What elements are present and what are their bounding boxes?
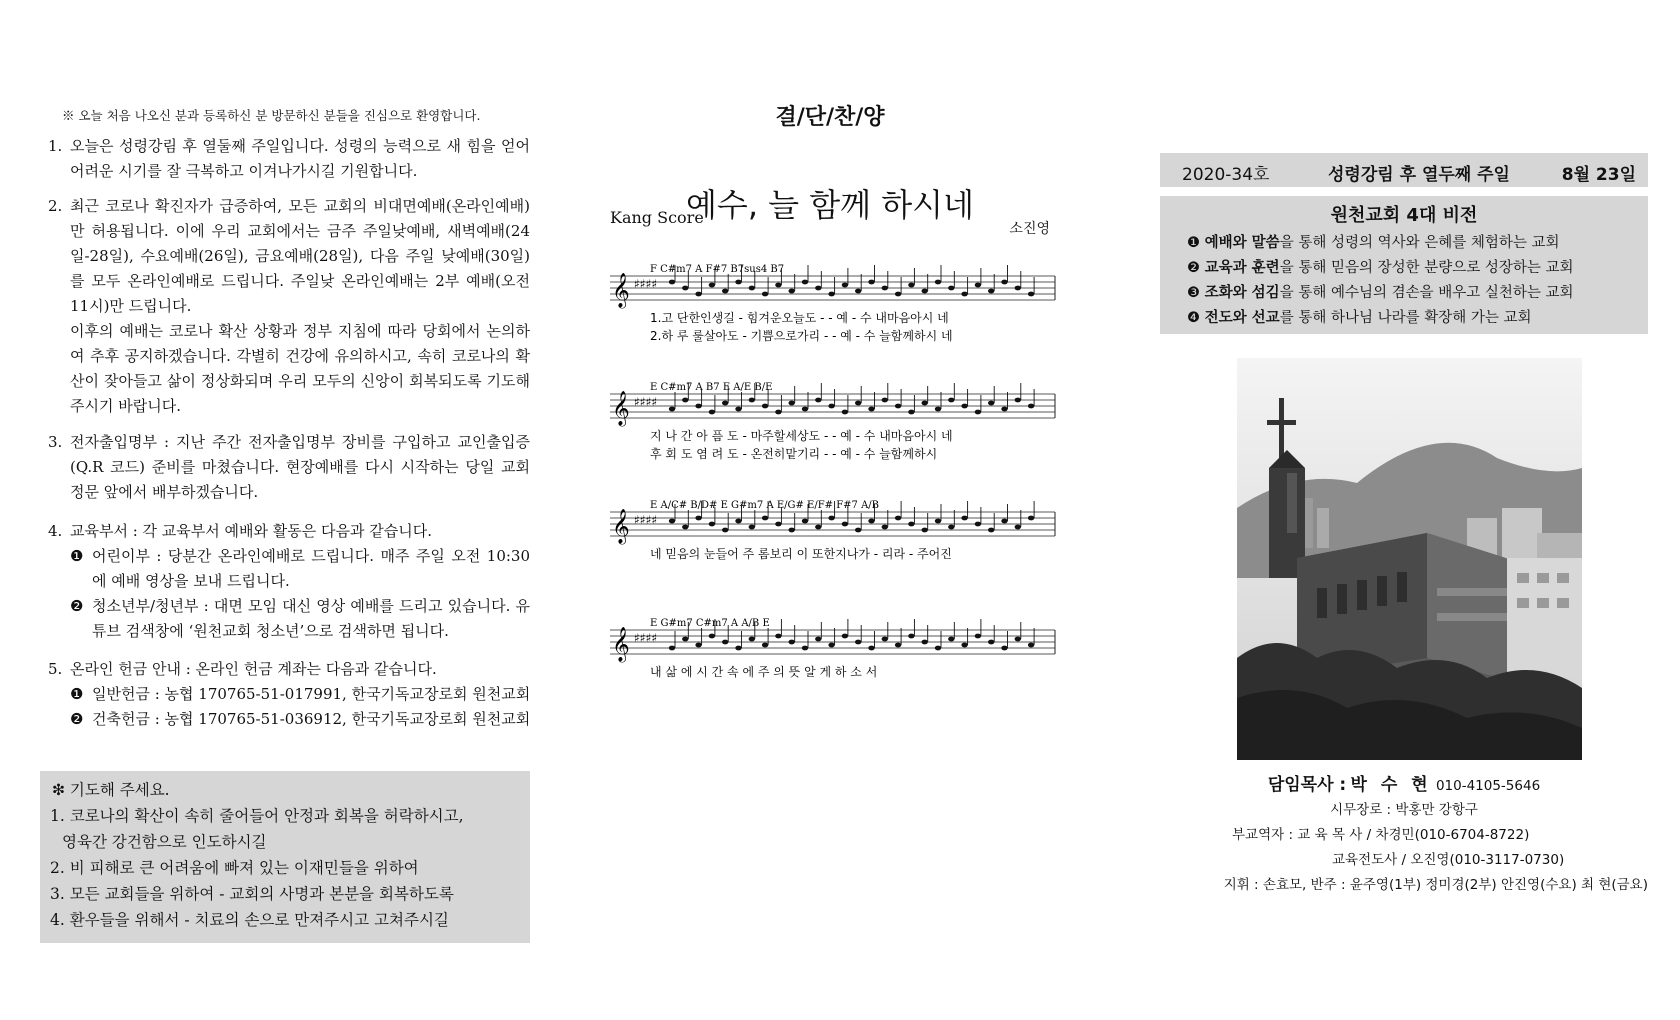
note: [975, 410, 981, 415]
vision-heading: 원천교회 4대 비전: [1330, 205, 1478, 226]
note: [1015, 525, 1021, 530]
notice-5: [40, 657, 530, 732]
note: [868, 519, 874, 524]
lyric-line: 2.하 루 룰살아도 - 기쁨으로가리 - - 예 - 수 늘함께하시 네: [650, 329, 953, 343]
associate-line-2: 교육전도사 / 오진영(010-3117-0730): [1332, 852, 1565, 868]
prayer-heading: ❇ 기도해 주세요.: [52, 781, 170, 799]
note: [828, 516, 834, 521]
lyric-line: 네 믿음의 눈들어 주 롬보리 이 또한지나가 - 리라 - 주어진: [650, 547, 952, 561]
notice-text: 전자출입명부 : 지난 주간 전자출입명부 장비를 구입하고 교인출입증(Q.R 코드) 준비를 마쳤습니다. 현장예배를 다시 시작하는 당일 교회 정문 앞에서 배부하겠습니다.: [70, 433, 530, 501]
note: [682, 398, 688, 403]
note: [735, 280, 741, 285]
note: [1028, 643, 1034, 648]
note: [762, 292, 768, 297]
circle-number-2-icon: ❷: [70, 597, 84, 615]
note: [842, 522, 848, 527]
associate-line-1: 부교역자 : 교 육 목 사 / 차경민(010-6704-8722): [1232, 827, 1530, 843]
note: [935, 280, 941, 285]
note: [988, 289, 994, 294]
pastor-phone: 010-4105-5646: [1435, 778, 1541, 794]
note: [948, 286, 954, 291]
lyric-line: 내 삶 에 시 간 속 에 주 의 뜻 알 게 하 소 서: [650, 665, 878, 679]
prayer-item: 4. 환우들을 위해서 - 치료의 손으로 만져주시고 고쳐주시길: [50, 911, 449, 929]
note: [775, 410, 781, 415]
note: [842, 283, 848, 288]
choir-heading: 결/단/찬/양: [775, 105, 885, 130]
notice-sub-item: ❷ 건축헌금 : 농협 170765-51-036912, 한국기독교장로회 원천교회: [70, 707, 530, 732]
composer: 소진영: [1009, 221, 1050, 237]
note: [1015, 286, 1021, 291]
note: [895, 516, 901, 521]
note: [1028, 404, 1034, 409]
note: [908, 283, 914, 288]
circle-number-1-icon: ❶: [1187, 235, 1200, 251]
note: [749, 637, 755, 642]
notice-number: 1.: [48, 137, 63, 155]
key-signature: ♯♯♯♯: [634, 395, 658, 409]
notice-text: 이후의 예배는 코로나 확산 상황과 정부 지침에 따라 당회에서 논의하여 추후 공지하겠습니다. 각별히 건강에 유의하시고, 속히 코로나의 확산이 잦아들고 삶이 정상화되며 우리 모두의 신앙이 회복되도록 기도해 주시기 바랍니다.: [70, 322, 530, 415]
prayer-item: 영육간 강건함으로 인도하시길: [62, 833, 267, 851]
pastor-name: 박 수 현: [1350, 775, 1432, 795]
chord-symbols: E A/C# B/D# E G#m7 A E/G# E/F# F#7 A/B: [650, 500, 880, 511]
circle-number-2-icon: ❷: [70, 710, 84, 728]
note: [682, 525, 688, 530]
notice-1: [40, 134, 530, 184]
lyric-line: 지 나 간 아 픔 도 - 마주할세상도 - - 예 - 수 내마음아시 네: [650, 429, 953, 443]
notice-sub-item: ❶ 일반헌금 : 농협 170765-51-017991, 한국기독교장로회 원천교회: [70, 682, 530, 707]
notice-sub-item: ❷ 청소년부/청년부 : 대면 모임 대신 영상 예배를 드리고 있습니다. 유튜브 검색창에 ‘원천교회 청소년’으로 검색하면 됩니다.: [70, 594, 530, 644]
sheet-music: [610, 258, 1060, 728]
note: [895, 292, 901, 297]
note: [855, 640, 861, 645]
prayer-box: [40, 771, 530, 943]
note: [789, 401, 795, 406]
circle-number-1-icon: ❶: [70, 547, 84, 565]
note: [722, 640, 728, 645]
note: [669, 519, 675, 524]
note: [1001, 407, 1007, 412]
note: [828, 292, 834, 297]
vision-item: ❹ 전도와 선교를 통해 하나님 나라를 확장해 가는 교회: [1187, 310, 1532, 326]
note: [749, 525, 755, 530]
note: [948, 637, 954, 642]
note: [975, 522, 981, 527]
vision-box: [1160, 196, 1648, 334]
notice-text: 오늘은 성령강림 후 열둘째 주일입니다. 성령의 능력으로 새 힘을 얻어 어려운 시기를 잘 극복하고 이겨나가시길 기원합니다.: [70, 137, 530, 180]
note: [908, 410, 914, 415]
note: [961, 292, 967, 297]
note: [908, 634, 914, 639]
note: [695, 516, 701, 521]
note: [669, 646, 675, 651]
note: [762, 404, 768, 409]
note: [682, 286, 688, 291]
note: [815, 525, 821, 530]
liturgical-sunday: 성령강림 후 열두째 주일: [1328, 165, 1510, 185]
note: [868, 280, 874, 285]
note: [935, 407, 941, 412]
circle-number-2-icon: ❷: [1187, 260, 1200, 276]
song-title: 예수, 늘 함께 하시네: [686, 186, 974, 224]
note: [695, 404, 701, 409]
note: [895, 643, 901, 648]
notice-number: 5.: [48, 660, 63, 678]
note: [762, 516, 768, 521]
issue-bar: [1160, 153, 1648, 187]
note: [1015, 398, 1021, 403]
treble-clef-icon: 𝄞: [612, 391, 630, 426]
notice-text: 최근 코로나 확진자가 급증하여, 모든 교회의 비대면예배(온라인예배)만 허용됩니다. 이에 우리 교회에서는 금주 주일낮예배, 새벽예배(24일-28일), 수요예배(26일), 금요예배(28일), 다음 주일 낮예배(30일)를 모두 온라인예배로 드립니다. 주일낮 온라인예배는 2부 예배(오전 11시)만 드립니다.: [70, 197, 530, 315]
notice-number: 2.: [48, 197, 63, 215]
note: [802, 646, 808, 651]
treble-clef-icon: 𝄞: [612, 273, 630, 308]
note: [922, 528, 928, 533]
note: [682, 637, 688, 642]
note: [789, 289, 795, 294]
circle-number-4-icon: ❹: [1187, 310, 1200, 326]
note: [935, 646, 941, 651]
vision-item: ❷ 교육과 훈련을 통해 믿음의 장성한 분량으로 성장하는 교회: [1187, 260, 1574, 276]
note: [709, 634, 715, 639]
note: [895, 404, 901, 409]
note: [735, 407, 741, 412]
note: [762, 643, 768, 648]
note: [775, 283, 781, 288]
note: [735, 519, 741, 524]
prayer-item: 1. 코로나의 확산이 속히 줄어들어 안정과 회복을 허락하시고,: [50, 807, 464, 825]
vision-item: ❶ 예배와 말씀을 통해 성령의 역사와 은혜를 체험하는 교회: [1187, 235, 1560, 251]
note: [1001, 519, 1007, 524]
prayer-item: 2. 비 피해로 큰 어려움에 빠져 있는 이재민들을 위하여: [50, 859, 419, 877]
note: [948, 525, 954, 530]
note: [802, 280, 808, 285]
note: [775, 522, 781, 527]
notice-2: [40, 194, 530, 419]
note: [855, 289, 861, 294]
circle-number-3-icon: ❸: [1187, 285, 1200, 301]
chord-symbols: F C#m7 A F#7 B7sus4 B7: [650, 264, 785, 275]
notice-number: 3.: [48, 433, 63, 451]
note: [815, 286, 821, 291]
score-label: Kang Score: [610, 208, 704, 227]
note: [882, 637, 888, 642]
issue-date: 8월 23일: [1561, 165, 1636, 185]
note: [922, 401, 928, 406]
note: [789, 528, 795, 533]
note: [802, 519, 808, 524]
note: [749, 398, 755, 403]
note: [695, 643, 701, 648]
note: [775, 634, 781, 639]
note: [882, 525, 888, 530]
note: [961, 404, 967, 409]
note: [1028, 292, 1034, 297]
prayer-item: 3. 모든 교회들을 위하여 - 교회의 사명과 본분을 회복하도록: [50, 885, 454, 903]
note: [815, 398, 821, 403]
note: [1028, 516, 1034, 521]
note: [988, 528, 994, 533]
note: [709, 283, 715, 288]
note: [749, 286, 755, 291]
note: [908, 522, 914, 527]
note: [988, 401, 994, 406]
notice-sub-item: ❶ 어린이부 : 당분간 온라인예배로 드립니다. 매주 주일 오전 10:30에 예배 영상을 보내 드립니다.: [70, 544, 530, 594]
note: [722, 289, 728, 294]
lyric-line: 후 회 도 염 려 도 - 온전히맡기리 - - 예 - 수 늘함께하시: [650, 447, 938, 461]
key-signature: ♯♯♯♯: [634, 513, 658, 527]
notice-text: 온라인 헌금 안내 : 온라인 헌금 계좌는 다음과 같습니다.: [70, 660, 437, 678]
notice-4: [40, 519, 530, 644]
note: [709, 410, 715, 415]
treble-clef-icon: 𝄞: [612, 627, 630, 662]
note: [922, 640, 928, 645]
note: [722, 528, 728, 533]
note: [948, 398, 954, 403]
note: [722, 401, 728, 406]
note: [828, 643, 834, 648]
welcome-line: ※ 오늘 처음 나오신 분과 등록하신 분 방문하신 분들을 진심으로 환영합니다.: [62, 108, 481, 123]
music-line: 지휘 : 손효모, 반주 : 윤주영(1부) 정미경(2부) 안진영(수요) 최 현(금요): [1223, 877, 1648, 893]
note: [695, 292, 701, 297]
note: [1015, 637, 1021, 642]
issue-number: 2020-34호: [1182, 165, 1270, 185]
note: [842, 634, 848, 639]
note: [709, 522, 715, 527]
treble-clef-icon: 𝄞: [612, 509, 630, 544]
notice-text: 교육부서 : 각 교육부서 예배와 활동은 다음과 같습니다.: [70, 522, 432, 540]
note: [669, 280, 675, 285]
elders-line: 시무장로 : 박홍만 강항구: [1330, 802, 1478, 818]
note: [868, 407, 874, 412]
note: [868, 646, 874, 651]
note: [669, 407, 675, 412]
senior-pastor: 담임목사 : 박 수 현 010-4105-5646: [1267, 775, 1541, 795]
note: [855, 401, 861, 406]
chord-symbols: E C#m7 A B7 E A/E B/E: [650, 382, 773, 393]
notice-number: 4.: [48, 522, 63, 540]
note: [1001, 646, 1007, 651]
note: [828, 404, 834, 409]
note: [882, 398, 888, 403]
chord-symbols: E G#m7 C#m7 A A/B E: [650, 618, 770, 629]
key-signature: ♯♯♯♯: [634, 631, 658, 645]
church-building-photo: [1237, 358, 1582, 760]
note: [789, 640, 795, 645]
note: [988, 640, 994, 645]
note: [1001, 280, 1007, 285]
note: [922, 289, 928, 294]
note: [975, 634, 981, 639]
note: [961, 516, 967, 521]
vision-item: ❸ 조화와 섬김을 통해 예수님의 겸손을 배우고 실천하는 교회: [1187, 285, 1574, 301]
note: [802, 407, 808, 412]
note: [735, 646, 741, 651]
note: [975, 283, 981, 288]
note: [815, 637, 821, 642]
circle-number-1-icon: ❶: [70, 685, 84, 703]
note: [842, 410, 848, 415]
key-signature: ♯♯♯♯: [634, 277, 658, 291]
note: [935, 519, 941, 524]
note: [961, 643, 967, 648]
notice-3: [40, 430, 530, 505]
lyric-line: 1.고 단한인생길 - 힘겨운오늘도 - - 예 - 수 내마음아시 네: [650, 311, 949, 325]
note: [882, 286, 888, 291]
note: [855, 528, 861, 533]
